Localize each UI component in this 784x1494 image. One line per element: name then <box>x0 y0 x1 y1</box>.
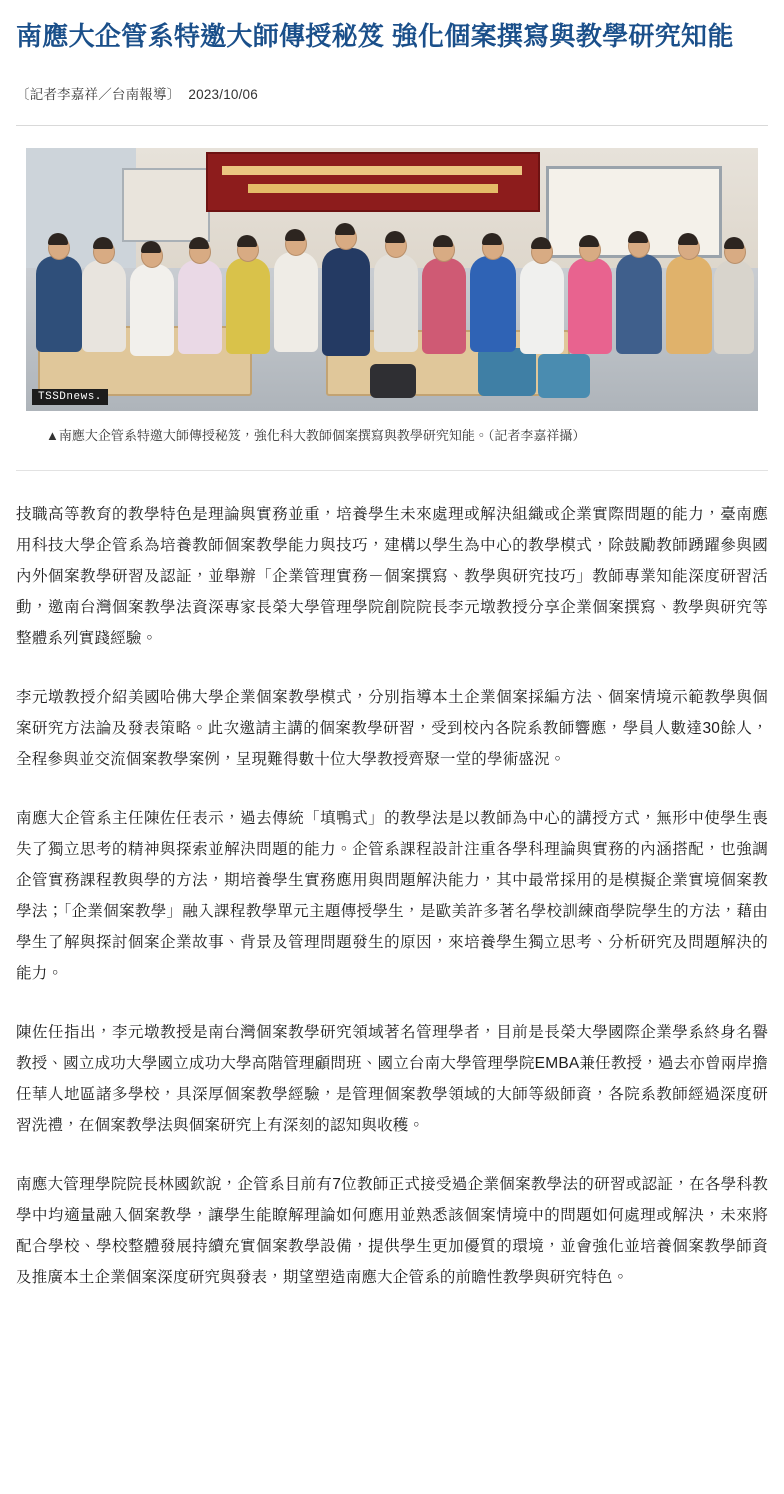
photo-person <box>374 254 418 352</box>
photo-person <box>666 256 712 354</box>
article-figure <box>16 148 768 471</box>
photo-person <box>422 258 466 354</box>
article-paragraph: 技職高等教育的教學特色是理論與實務並重，培養學生未來處理或解決組織或企業實際問題的能力，臺南應用科技大學企管系為培養教師個案教學能力與技巧，建構以學生為中心的教學模式，除鼓勵教師踴躍參與國內外個案教學研習及認証，並舉辦「企業管理實務－個案撰寫、教學與研究技巧」教師專業知能深度研習活動，邀南台灣個案教學法資深專家長榮大學管理學院創院院長李元墩教授分享企業個案撰寫、教學與研究等整體系列實踐經驗。 <box>16 506 768 648</box>
article-body <box>16 499 768 1293</box>
figure-caption: ▲南應大企管系特邀大師傳授秘笈，強化科大教師個案撰寫與教學研究知能。（記者李嘉祥攝） <box>46 427 586 443</box>
photo-wall-panel <box>26 148 136 268</box>
article-paragraph: 南應大企管系主任陳佐任表示，過去傳統「填鴨式」的教學法是以教師為中心的講授方式，無形中使學生喪失了獨立思考的精神與探索並解決問題的能力。企管系課程設計注重各學科理論與實務的內涵搭配，也強調企管實務課程教與學的方法，期培養學生實務應用與問題解決能力，其中最常採用的是模擬企業實境個案教學法；「企業個案教學」融入課程教學單元主題傳授學生，是歐美許多著名學校訓練商學院學生的方法，藉由學生了解與探討個案企業故事、背景及管理問題發生的原因，來培養學生獨立思考、分析研究及問題解決的能力。 <box>16 810 768 983</box>
photo-person <box>130 264 174 356</box>
photo-chair <box>370 364 416 398</box>
photo-person <box>36 256 82 352</box>
photo-banner <box>206 152 540 212</box>
photo-person <box>322 248 370 356</box>
photo-person <box>714 260 754 354</box>
photo-person <box>470 256 516 352</box>
photo-watermark: TSSDnews. <box>32 389 108 405</box>
article-paragraph: 南應大管理學院院長林國欽說，企管系目前有7位教師正式接受過企業個案教學法的研習或認証，在各學科教學中均適量融入個案教學，讓學生能瞭解理論如何應用並熟悉該個案情境中的問題如何處理或解決，未來將配合學校、學校整體發展持續充實個案教學設備，提供學生更加優質的環境，並會強化並培養個案教學師資及推廣本土企業個案深度研究與發表，期望塑造南應大企管系的前瞻性教學與研究特色。 <box>16 1176 768 1287</box>
article-photo <box>26 148 758 411</box>
photo-person <box>82 260 126 352</box>
photo-banner-text-line <box>222 166 522 175</box>
photo-person <box>568 258 612 354</box>
photo-chair <box>538 354 590 398</box>
page-title: 南應大企管系特邀大師傳授秘笈 強化個案撰寫與教學研究知能 <box>16 21 734 51</box>
photo-person <box>178 260 222 354</box>
photo-chair <box>478 348 536 396</box>
photo-person <box>616 254 662 354</box>
photo-banner-text-line <box>248 184 498 193</box>
article-paragraph: 陳佐任指出，李元墩教授是南台灣個案教學研究領域著名管理學者，目前是長榮大學國際企業學系終身名譽教授、國立成功大學國立成功大學高階管理顧問班、國立台南大學管理學院EMBA兼任教授，過去亦曾兩岸擔任華人地區諸多學校，具深厚個案教學經驗，是管理個案教學領域的大師等級師資，各院系教師經過深度研習洗禮，在個案教學法與個案研究上有深刻的認知與收穫。 <box>16 1024 768 1135</box>
publish-date: 2023/10/06 <box>188 86 258 102</box>
byline <box>16 83 768 103</box>
article-paragraph: 李元墩教授介紹美國哈佛大學企業個案教學模式，分別指導本土企業個案採編方法、個案情境示範教學與個案研究方法論及發表策略。此次邀請主講的個案教學研習，受到校內各院系教師響應，學員人數達30餘人，全程參與並交流個案教學案例，呈現難得數十位大學教授齊聚一堂的學術盛況。 <box>16 689 768 769</box>
figure-container <box>16 148 768 411</box>
photo-screen <box>122 168 210 242</box>
header-divider <box>16 125 768 126</box>
byline-reporter: 〔記者李嘉祥／台南報導〕 <box>16 86 181 102</box>
photo-person <box>520 260 564 354</box>
photo-person <box>274 252 318 352</box>
photo-person <box>226 258 270 354</box>
